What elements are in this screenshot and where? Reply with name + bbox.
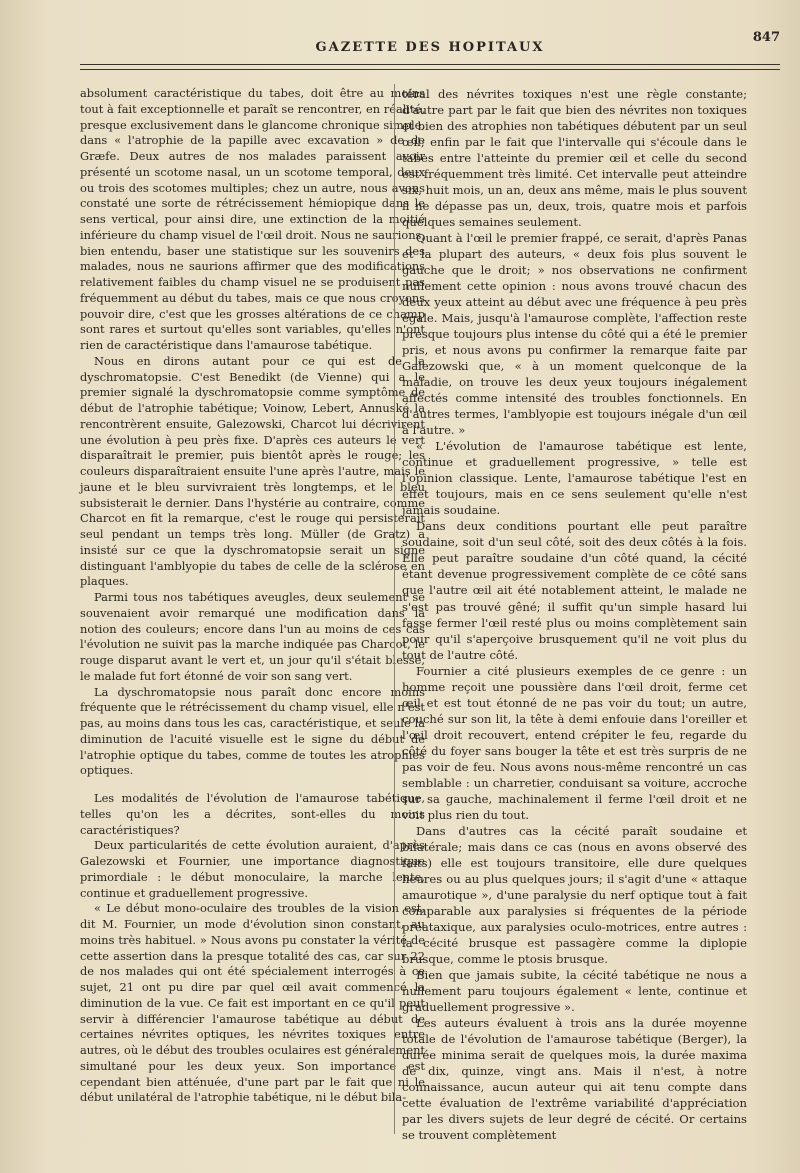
paragraph: Nous en dirons autant pour ce qui est de la dyschromatopsie. C'est Benedikt (de Vienne) qui a le premier signalé la dyschromatopsie comme symptôme de début de l'atrophie tabétique; Voinow, Lebert, Annuské la rencontrèrent ensuite, Galezowski, Charcot lui décrivirent une évolution à peu près fixe. D'après ces auteurs le vert disparaîtrait le premier, puis bientôt après le rouge; les couleurs disparaîtraient ensuite l'une après l'autre, mais le jaune et le bleu survivraient très longtemps, et le bleu subsisterait le dernier. Dans l'hystérie au contraire, comme Charcot en fit la remarque, c'est le rouge qui persisterait seul pendant un temps très long. Müller (de Gratz) a insisté sur ce que la dyschromatopsie serait un signe distinguant l'amblyopie du tabes de celle de la sclérose en plaques. bbox=[80, 353, 425, 589]
paragraph: Les modalités de l'évolution de l'amaurose tabétique, telles qu'on les a décrites, sont-elles du moins caractéristiques? bbox=[80, 791, 425, 837]
paragraph: Les auteurs évaluent à trois ans la durée moyenne totale de l'évolution de l'amaurose tabétique (Berger), la durée minima serait de quelques mois, la durée maxima de dix, quinze, vingt ans. Mais il n'est, à notre connaissance, aucun auteur qui ait tenu compte dans cette évaluation de l'extrême variabilité d'appréciation par les divers sujets de leur degré de cécité. Or certains se trouvent complètement bbox=[402, 1015, 747, 1143]
paragraph: Dans deux conditions pourtant elle peut paraître soudaine, soit d'un seul côté, soit des deux côtés à la fois. Elle peut paraître soudaine d'un côté quand, la cécité étant devenue progressivement complète de ce côté sans que l'autre œil ait été notablement atteint, le malade ne s'est pas trouvé gêné; il suffit qu'un simple hasard lui fasse fermer l'œil resté plus ou moins complètement sain pour qu'il s'aperçoive brusquement qu'il ne voit plus du tout de l'autre côté. bbox=[402, 519, 747, 662]
page-number: 847 bbox=[752, 30, 780, 45]
paragraph: téral des névrites toxiques n'est une règle constante; d'autre part par le fait que bien des névrites non toxiques et bien des atrophies non tabétiques débutent par un seul œil; enfin par le fait que l'intervalle qui s'écoule dans le tabes entre l'atteinte du premier œil et celle du second est fréquemment très limité. Cet intervalle peut atteindre six, huit mois, un an, deux ans même, mais le plus souvent il ne dépasse pas un, deux, trois, quatre mois et parfois quelques semaines seulement. bbox=[402, 87, 747, 230]
paragraph: Bien que jamais subite, la cécité tabétique ne nous a nullement paru toujours également « lente, continue et graduellement progressive ». bbox=[402, 967, 747, 1014]
paragraph: Dans d'autres cas la cécité paraît soudaine et bilatérale; mais dans ce cas (nous en avons observé des faits) elle est toujours transitoire, elle dure quelques heures ou au plus quelques jours; il s'agit d'une « attaque amaurotique », d'une paralysie du nerf optique tout à fait comparable aux paralysies si fréquentes de la période préataxique, aux paralysies oculo-motrices, entre autres : la cécité brusque est passagère comme la diplopie brusque, comme le ptosis brusque. bbox=[402, 823, 747, 966]
header-rule-thin bbox=[80, 69, 780, 70]
paragraph: Deux particularités de cette évolution auraient, d'après Galezowski et Fournier, une importance diagnostique primordiale : le début monoculaire, la marche lente, continue et graduellement progressive. bbox=[80, 838, 425, 900]
paragraph: « L'évolution de l'amaurose tabétique est lente, continue et graduellement progressive, » telle est l'opinion classique. Lente, l'amaurose tabétique l'est en effet toujours, mais en ce sens seulement qu'elle n'est jamais soudaine. bbox=[402, 439, 747, 518]
right-column bbox=[402, 86, 747, 1143]
paragraph: Parmi tous nos tabétiques aveugles, deux seulement se souvenaient avoir remarqué une modification dans la notion des couleurs; encore dans l'un au moins de ces cas l'évolution ne suivit pas la marche indiquée pas Charcot, le rouge disparut avant le vert et, un jour qu'il s'était blessé, le malade fut fort étonné de voir son sang vert. bbox=[80, 590, 425, 683]
left-column bbox=[80, 86, 425, 1106]
column-divider bbox=[394, 84, 395, 1134]
page-header bbox=[80, 26, 780, 66]
paragraph: La dyschromatopsie nous paraît donc encore moins fréquente que le rétrécissement du champ visuel, elle n'est pas, au moins dans tous les cas, caractéristique, et seule la diminution de l'acuité visuelle est le signe du début de l'atrophie optique du tabes, comme de toutes les atrophies optiques. bbox=[80, 684, 425, 778]
paragraph: Quant à l'œil le premier frappé, ce serait, d'après Panas et la plupart des auteurs, « deux fois plus souvent le gauche que le droit; » nos observations ne confirment nullement cette opinion : nous avons trouvé chacun des deux yeux atteint au début avec une fréquence à peu près égale. Mais, jusqu'à l'amaurose complète, l'affection reste presque toujours plus intense du côté qui a été le premier pris, et nous avons pu confirmer la remarque faite par Galezowski que, « à un moment quelconque de la maladie, on trouve les deux yeux toujours inégalement affectés comme intensité des troubles fonctionnels. En d'autres termes, l'amblyopie est toujours inégale d'un œil à l'autre. » bbox=[402, 231, 747, 438]
journal-title: GAZETTE DES HOPITAUX bbox=[315, 40, 545, 55]
paragraph: absolument caractéristique du tabes, doit être au moins tout à fait exceptionnelle et paraît se rencontrer, en réalité, presque exclusivement dans le glancome chronique simple, dans « l'atrophie de la papille avec excavation » de de Græfe. Deux autres de nos malades paraissent avoir présenté un scotome nasal, un un scotome temporal, deux ou trois des scotomes multiples; chez un autre, nous avons constaté une sorte de rétrécissement hémiopique dans le sens vertical, pour ainsi dire, une extinction de la moitié inférieure du champ visuel de l'œil droit. Nous ne saurions, bien entendu, baser une statistique sur les souvenirs des malades, nous ne saurions affirmer que des modifications relativement faibles du champ visuel ne se produisent pas fréquemment au début du tabes, mais ce que nous croyons pouvoir dire, c'est que les grosses altérations de ce champ sont rares et surtout qu'elles sont variables, qu'elles n'ont rien de caractéristique dans l'amaurose tabétique. bbox=[80, 86, 425, 352]
paragraph: « Le début mono-oculaire des troubles de la vision est, dit M. Fournier, un mode d'évolution sinon constant, au moins très habituel. » Nous avons pu constater la vérité de cette assertion dans la presque totalité des cas, car sur 22 de nos malades qui ont été spécialement interrogés à ce sujet, 21 ont pu dire par quel œil avait commencé la diminution de la vue. Ce fait est important en ce qu'il peut servir à différencier l'amaurose tabétique au début de certaines névrites optiques, les névrites toxiques entre autres, où le début des troubles oculaires est généralement simultané pour les deux yeux. Son importance est cependant bien atténuée, d'une part par le fait que ni le début unilatéral de l'atrophie tabétique, ni le début bila- bbox=[80, 901, 425, 1105]
header-rule bbox=[80, 64, 780, 65]
paragraph: Fournier a cité plusieurs exemples de ce genre : un homme reçoit une poussière dans l'œil droit, ferme cet œil et est tout étonné de ne pas voir du tout; un autre, couché sur son lit, la tête à demi enfouie dans l'oreiller et l'œil droit recouvert, entend crépiter le feu, regarde du côté du foyer sans bouger la tête et est très surpris de ne pas voir de feu. Nous avons nous-même rencontré un cas semblable : un charretier, conduisant sa voiture, accroche sur sa gauche, machinalement il ferme l'œil droit et ne voit plus rien du tout. bbox=[402, 663, 747, 822]
